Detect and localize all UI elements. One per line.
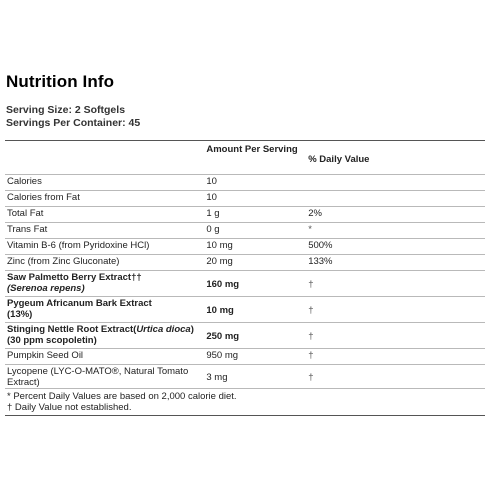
nutrient-dv: †: [306, 271, 485, 297]
nutrient-name-bold: Saw Palmetto Berry Extract††: [7, 272, 142, 283]
nutrient-amount: 1 g: [204, 207, 306, 223]
footnote-daily-values: * Percent Daily Values are based on 2,000 calorie diet.: [7, 391, 237, 402]
nutrient-name-bold-2: )(30 ppm scopoletin): [7, 324, 194, 346]
nutrient-dv: [306, 191, 485, 207]
nutrient-name: [5, 323, 204, 349]
nutrient-amount: 20 mg: [204, 255, 306, 271]
nutrient-name: Calories from Fat: [5, 191, 204, 207]
nutrient-name-bold: Stinging Nettle Root Extract(: [7, 324, 137, 335]
nutrient-amount: 0 g: [204, 223, 306, 239]
table-row: [5, 175, 485, 191]
nutrient-amount: 3 mg: [204, 365, 306, 389]
nutrient-dv: *: [306, 223, 485, 239]
table-row: [5, 207, 485, 223]
nutrient-name: Lycopene (LYC-O-MATO®, Natural Tomato Extract): [5, 365, 204, 389]
table-row: [5, 239, 485, 255]
nutrient-name-bold-2: (13%): [7, 309, 33, 320]
nutrient-name: Trans Fat: [5, 223, 204, 239]
nutrient-dv: †: [306, 323, 485, 349]
nutrient-dv: [306, 175, 485, 191]
nutrient-name: [5, 297, 204, 323]
table-footnotes: [5, 389, 485, 416]
nutrient-amount: 10: [204, 191, 306, 207]
header-amount: Amount Per Serving: [206, 144, 298, 155]
nutrient-name: Total Fat: [5, 207, 204, 223]
footnote-not-established: † Daily Value not established.: [7, 402, 132, 413]
table-row: [5, 191, 485, 207]
nutrient-name: Pumpkin Seed Oil: [5, 349, 204, 365]
nutrient-name: Vitamin B-6 (from Pyridoxine HCl): [5, 239, 204, 255]
nutrient-amount: 950 mg: [204, 349, 306, 365]
table-header-row: [5, 141, 485, 175]
serving-size: Serving Size: 2 Softgels: [6, 104, 126, 116]
nutrient-name-italic: Urtica dioca: [136, 324, 191, 335]
nutrition-panel: [6, 72, 486, 130]
table-row: [5, 349, 485, 365]
nutrition-table: [5, 140, 485, 416]
nutrient-dv: †: [306, 365, 485, 389]
nutrient-name: Zinc (from Zinc Gluconate): [5, 255, 204, 271]
nutrient-name: [5, 271, 204, 297]
header-daily-value: % Daily Value: [308, 153, 370, 165]
nutrient-amount: 10 mg: [204, 297, 306, 323]
table-row: [5, 255, 485, 271]
table-row: [5, 297, 485, 323]
nutrient-dv: †: [306, 297, 485, 323]
nutrient-dv: †: [306, 349, 485, 365]
page-title: Nutrition Info: [6, 72, 115, 91]
nutrient-dv: 2%: [306, 207, 485, 223]
nutrient-amount: 160 mg: [204, 271, 306, 297]
nutrient-name: Calories: [5, 175, 204, 191]
table-row: [5, 271, 485, 297]
nutrient-name-bold: Pygeum Africanum Bark Extract: [7, 298, 152, 309]
nutrient-dv: 500%: [306, 239, 485, 255]
table-row: [5, 223, 485, 239]
table-row: [5, 323, 485, 349]
nutrient-amount: 250 mg: [204, 323, 306, 349]
footnotes: [5, 389, 485, 416]
nutrient-name-italic: (Serenoa repens): [7, 283, 85, 294]
nutrient-amount: 10: [204, 175, 306, 191]
table-row: [5, 365, 485, 389]
nutrient-dv: 133%: [306, 255, 485, 271]
nutrient-amount: 10 mg: [204, 239, 306, 255]
servings-per-container: Servings Per Container: 45: [6, 117, 141, 129]
header-blank: [5, 141, 204, 175]
